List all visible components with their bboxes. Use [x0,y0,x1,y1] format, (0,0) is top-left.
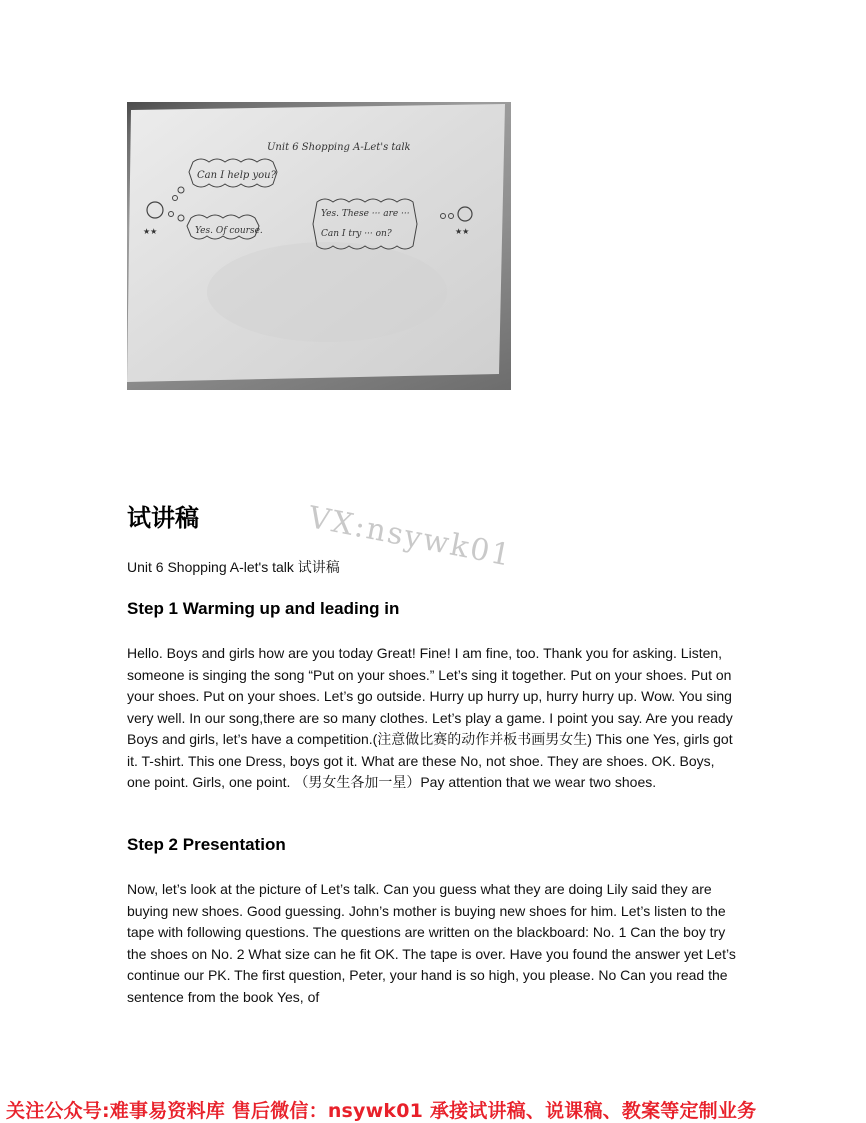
step1-title: Step 1 Warming up and leading in [127,599,400,618]
step2-paragraph: Now, let’s look at the picture of Let’s talk. Can you guess what they are doing Lily said they are buying new shoes. Good guessing. John’s mother is buying new shoes for him. Let’s listen to the tape with following questions. The questions are written on the blackboard: No. 1 Can the boy try the shoes on No. 2 What size can he fit OK. The tape is over. Have you found the answer yet Let’s continue our PK. The first question, Peter, your hand is so high, you please. No Can you read the sentence from the book Yes, of [127,881,736,1005]
document-subtitle: Unit 6 Shopping A-let's talk 试讲稿 [127,559,340,575]
paper-sheet [127,102,511,390]
footer-banner: 关注公众号:难事易资料库 售后微信：nsywk01 承接试讲稿、说课稿、教案等定制业务 [6,1100,757,1122]
sheet-title: Unit 6 Shopping A-Let's talk [267,142,411,153]
right-stars: ★★ [455,227,470,236]
step2-title: Step 2 Presentation [127,835,286,854]
bubble-can-i-help: Can I help you? [197,170,276,181]
left-stars: ★★ [143,227,158,236]
bubble-yes-of-course: Yes. Of course. [195,226,263,236]
page-heading: 试讲稿 [127,504,199,532]
bubble-can-i-try: Can I try ··· on? [321,229,392,239]
step1-paragraph: Hello. Boys and girls how are you today Great! Fine! I am fine, too. Thank you for asking. Listen, someone is singing the song “Put on your shoes.” Let’s sing it together. Put on your shoes. Put on your shoes. Put on your shoes. Let’s go outside. Hurry up hurry up, hurry hurry up. Wow. You sing very well. In our song,there are so many clothes. Let’s play a game. I point you say. Are you ready Boys and girls, let’s have a competition.(注意做比赛的动作并板书画男女生) This one Yes, girls got it. T-shirt. This one Dress, boys got it. What are these No, not shoe. They are shoes. OK. Boys, one point. Girls, one point. （男女生各加一星）Pay attention that we wear two shoes. [127,645,733,790]
bubble-these-are: Yes. These ··· are ··· [321,209,410,219]
watermark: VX:nsywk01 [305,500,516,574]
blackboard-sketch-photo [127,102,511,390]
